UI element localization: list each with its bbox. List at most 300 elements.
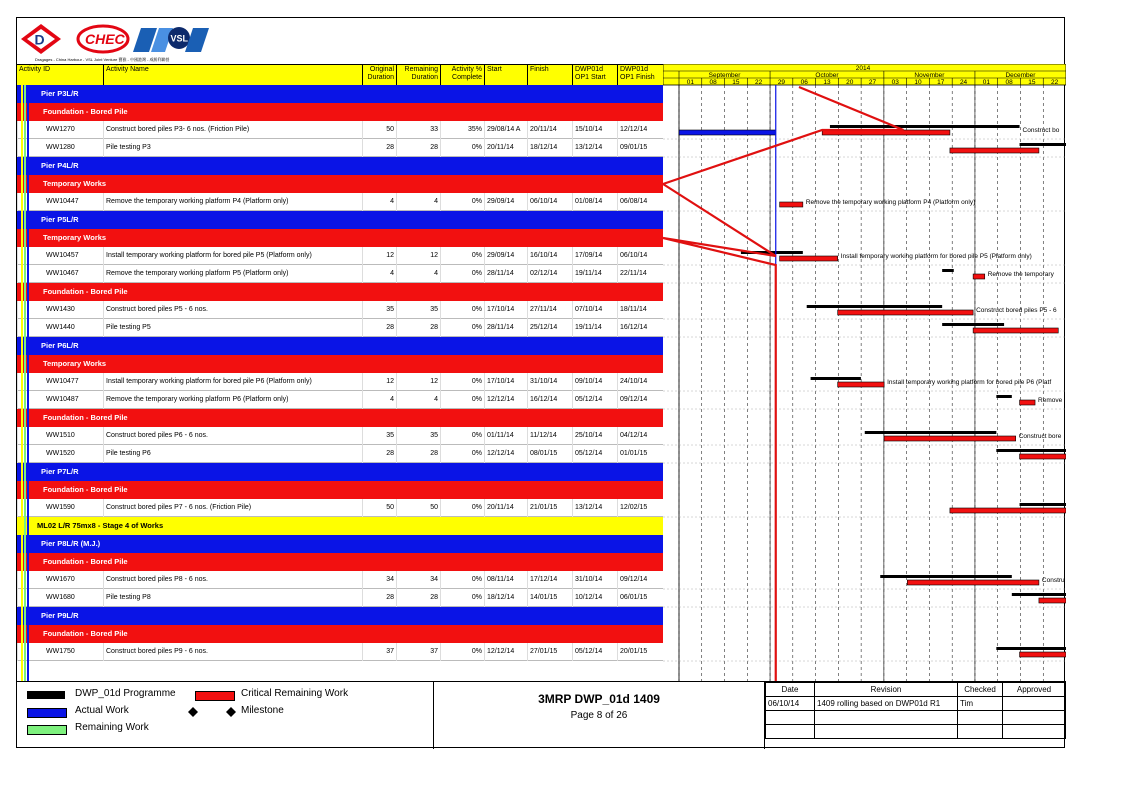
- company-logos: [19, 20, 319, 64]
- week-label: 13: [823, 79, 831, 86]
- cell-od: 4: [362, 193, 396, 211]
- col-op1-start-line1: DWP01d: [575, 66, 604, 73]
- cell-pct: 0%: [440, 499, 484, 517]
- week-label: 08: [1005, 79, 1013, 86]
- week-label: 22: [755, 79, 763, 86]
- activity-row: [17, 643, 663, 661]
- programme-bar: [1020, 143, 1066, 146]
- wbs-label: Pier P6L/R: [41, 341, 79, 350]
- gantt-chart: [663, 64, 1066, 681]
- activity-row: [17, 247, 663, 265]
- wbs-pier-header: [17, 535, 663, 553]
- critical-work-bar: [1020, 652, 1066, 657]
- bar-label: Install temporary working platform for bored pile P5 (Platform only): [840, 253, 1032, 260]
- cell-finish: 31/10/14: [527, 373, 572, 391]
- programme-bar: [830, 125, 1020, 128]
- critical-work-bar: [838, 382, 884, 387]
- cell-finish: 20/11/14: [527, 121, 572, 139]
- col-start: Start: [484, 65, 527, 85]
- programme-bar: [996, 647, 1066, 650]
- cell-rd: 37: [396, 643, 440, 661]
- cell-f1: 06/08/14: [617, 193, 663, 211]
- cell-start: 18/12/14: [484, 589, 527, 607]
- cell-rd: 28: [396, 319, 440, 337]
- rev-col-checked: Checked: [958, 683, 1003, 697]
- dragages-letter: D: [34, 31, 45, 48]
- week-label: 06: [800, 79, 808, 86]
- cell-finish: 06/10/14: [527, 193, 572, 211]
- cell-pct: 0%: [440, 193, 484, 211]
- critical-work-bar: [780, 256, 838, 261]
- week-label: 15: [1028, 79, 1036, 86]
- cell-s1: 31/10/14: [572, 571, 617, 589]
- strip-green: [24, 85, 26, 681]
- legend-programme-swatch: [27, 691, 65, 699]
- cell-finish: 02/12/14: [527, 265, 572, 283]
- schedule-sheet: [16, 17, 1065, 748]
- cell-start: 20/11/14: [484, 139, 527, 157]
- cell-f1: 09/01/15: [617, 139, 663, 157]
- vsl-logo: [133, 27, 209, 52]
- cell-finish: 11/12/14: [527, 427, 572, 445]
- week-label: 01: [686, 79, 694, 86]
- wbs-label: Temporary Works: [43, 233, 107, 242]
- vsl-text: VSL: [170, 33, 189, 44]
- cell-finish: 25/12/14: [527, 319, 572, 337]
- activity-row: [17, 265, 663, 283]
- col-op1-start: [572, 65, 617, 85]
- legend-milestone-label: Milestone: [241, 705, 284, 716]
- cell-name: Pile testing P5: [103, 319, 362, 337]
- col-activity-name: Activity Name: [103, 65, 362, 85]
- cell-rd: 28: [396, 445, 440, 463]
- week-label: 08: [709, 79, 717, 86]
- wbs-subgroup-header: [17, 283, 663, 301]
- legend: [17, 681, 434, 749]
- col-percent-complete-line1: Activity %: [451, 66, 482, 73]
- cell-name: Remove the temporary working platform P4 (Platform only): [103, 193, 362, 211]
- cell-pct: 0%: [440, 301, 484, 319]
- bar-label: Construct bored piles P5 - 6: [976, 307, 1057, 314]
- wbs-subgroup-header: [17, 625, 663, 643]
- rev-col-revision: Revision: [815, 683, 958, 697]
- rev-approved: [1003, 697, 1066, 711]
- timeline-year: 2014: [855, 65, 871, 72]
- cell-od: 12: [362, 247, 396, 265]
- revision-empty-row: [766, 725, 1066, 739]
- cell-start: 17/10/14: [484, 301, 527, 319]
- week-label: 27: [868, 79, 877, 86]
- wbs-label: Temporary Works: [43, 179, 107, 188]
- wbs-label: Temporary Works: [43, 359, 107, 368]
- col-remaining-duration: [396, 65, 440, 85]
- cell-f1: 12/12/14: [617, 121, 663, 139]
- col-percent-complete: [440, 65, 484, 85]
- rev-empty-cell: [766, 725, 815, 739]
- month-label: November: [914, 72, 945, 79]
- cell-s1: 05/12/14: [572, 643, 617, 661]
- legend-remaining-label: Remaining Work: [75, 722, 149, 733]
- col-remaining-duration-line1: Remaining: [404, 66, 438, 73]
- programme-bar: [996, 395, 1011, 398]
- wbs-label: Pier P7L/R: [41, 467, 79, 476]
- legend-critical-label: Critical Remaining Work: [241, 688, 349, 699]
- activity-row: [17, 193, 663, 211]
- col-op1-finish-line2: OP1 Finish: [620, 74, 655, 81]
- cell-rd: 12: [396, 247, 440, 265]
- cell-start: 20/11/14: [484, 499, 527, 517]
- cell-id: WW10487: [17, 391, 103, 409]
- cell-id: WW10447: [17, 193, 103, 211]
- cell-rd: 4: [396, 391, 440, 409]
- rev-empty-cell: [1003, 725, 1066, 739]
- activity-row: [17, 373, 663, 391]
- cell-start: 08/11/14: [484, 571, 527, 589]
- cell-finish: 16/12/14: [527, 391, 572, 409]
- rev-empty-cell: [766, 711, 815, 725]
- chec-logo: [78, 26, 128, 52]
- rev-empty-cell: [958, 711, 1003, 725]
- cell-s1: 01/08/14: [572, 193, 617, 211]
- cell-id: WW1520: [17, 445, 103, 463]
- cell-f1: 09/12/14: [617, 571, 663, 589]
- cell-f1: 09/12/14: [617, 391, 663, 409]
- cell-od: 28: [362, 319, 396, 337]
- cell-s1: 05/12/14: [572, 445, 617, 463]
- critical-work-bar: [950, 508, 1066, 513]
- cell-od: 34: [362, 571, 396, 589]
- cell-name: Pile testing P8: [103, 589, 362, 607]
- cell-od: 28: [362, 139, 396, 157]
- bar-label: Construct bo: [1022, 127, 1060, 134]
- programme-bar: [942, 323, 1004, 326]
- bar-label: Install temporary working platform for bored pile P6 (Platf: [887, 379, 1052, 386]
- bar-label: Construct bore: [1018, 433, 1062, 440]
- page-number: Page 8 of 26: [570, 710, 628, 721]
- cell-od: 37: [362, 643, 396, 661]
- cell-rd: 35: [396, 301, 440, 319]
- bar-label: Remove the temporary: [987, 271, 1054, 278]
- cell-finish: 14/01/15: [527, 589, 572, 607]
- cell-name: Pile testing P3: [103, 139, 362, 157]
- week-label: 03: [891, 79, 899, 86]
- logo-subtitle: Dragages - China Harbour - VSL Joint Venture 寶雅 - 中國港灣 - 威勝利聯營: [35, 57, 170, 62]
- rev-empty-cell: [1003, 711, 1066, 725]
- activity-row: [17, 427, 663, 445]
- month-label: December: [1005, 72, 1036, 79]
- cell-rd: 4: [396, 193, 440, 211]
- strip-yellow: [21, 85, 23, 681]
- legend-milestone-icon: [187, 706, 247, 718]
- column-header: [17, 64, 663, 86]
- wbs-label: Pier P5L/R: [41, 215, 79, 224]
- wbs-subgroup-header: [17, 409, 663, 427]
- wbs-subgroup-header: [17, 229, 663, 247]
- col-original-duration-line2: Duration: [367, 74, 394, 81]
- cell-start: 29/09/14: [484, 193, 527, 211]
- cell-pct: 0%: [440, 571, 484, 589]
- critical-work-bar: [884, 436, 1016, 441]
- cell-rd: 12: [396, 373, 440, 391]
- cell-start: 29/09/14: [484, 247, 527, 265]
- cell-rd: 4: [396, 265, 440, 283]
- cell-f1: 20/01/15: [617, 643, 663, 661]
- critical-work-bar: [838, 310, 973, 315]
- critical-work-bar: [973, 274, 985, 279]
- cell-start: 12/12/14: [484, 643, 527, 661]
- wbs-label: Foundation - Bored Pile: [43, 485, 128, 494]
- cell-finish: 27/01/15: [527, 643, 572, 661]
- activity-row: [17, 589, 663, 607]
- cell-pct: 0%: [440, 247, 484, 265]
- col-op1-start-line2: OP1 Start: [575, 74, 606, 81]
- wbs-subgroup-header: [17, 355, 663, 373]
- programme-bar: [880, 575, 1012, 578]
- cell-pct: 0%: [440, 589, 484, 607]
- programme-bar: [807, 305, 942, 308]
- col-activity-id: Activity ID: [19, 66, 51, 73]
- cell-id: WW1270: [17, 121, 103, 139]
- wbs-pier-header: [17, 157, 663, 175]
- wbs-subgroup-header: [17, 175, 663, 193]
- month-label: September: [708, 72, 741, 79]
- title-block: [434, 681, 765, 749]
- critical-work-bar: [973, 328, 1058, 333]
- col-original-duration-line1: Original: [369, 66, 394, 73]
- critical-work-bar: [907, 580, 1039, 585]
- cell-id: WW10457: [17, 247, 103, 265]
- cell-name: Remove the temporary working platform P5 (Platform only): [103, 265, 362, 283]
- wbs-label: Foundation - Bored Pile: [43, 287, 128, 296]
- rev-col-approved: Approved: [1003, 683, 1066, 697]
- cell-rd: 28: [396, 139, 440, 157]
- critical-work-bar: [780, 202, 803, 207]
- week-label: 22: [1051, 79, 1059, 86]
- cell-start: 28/11/14: [484, 265, 527, 283]
- activity-row: [17, 139, 663, 157]
- cell-start: 12/12/14: [484, 445, 527, 463]
- cell-od: 35: [362, 301, 396, 319]
- cell-name: Construct bored piles P9 - 6 nos.: [103, 643, 362, 661]
- activity-row: [17, 391, 663, 409]
- wbs-pier-header: [17, 211, 663, 229]
- cell-od: 35: [362, 427, 396, 445]
- col-remaining-duration-line2: Duration: [411, 74, 438, 81]
- wbs-label: Foundation - Bored Pile: [43, 557, 128, 566]
- cell-pct: 0%: [440, 427, 484, 445]
- cell-name: Construct bored piles P8 - 6 nos.: [103, 571, 362, 589]
- cell-pct: 0%: [440, 643, 484, 661]
- cell-id: WW10477: [17, 373, 103, 391]
- legend-remaining-swatch: [27, 725, 67, 735]
- critical-work-bar: [1020, 454, 1066, 459]
- cell-finish: 18/12/14: [527, 139, 572, 157]
- cell-rd: 50: [396, 499, 440, 517]
- cell-pct: 0%: [440, 445, 484, 463]
- legend-programme-label: DWP_01d Programme: [75, 688, 176, 699]
- col-op1-finish-line1: DWP01d: [620, 66, 649, 73]
- cell-start: 01/11/14: [484, 427, 527, 445]
- cell-pct: 0%: [440, 391, 484, 409]
- cell-finish: 17/12/14: [527, 571, 572, 589]
- cell-s1: 15/10/14: [572, 121, 617, 139]
- cell-s1: 17/09/14: [572, 247, 617, 265]
- cell-finish: 27/11/14: [527, 301, 572, 319]
- wbs-subgroup-header: [17, 553, 663, 571]
- cell-rd: 34: [396, 571, 440, 589]
- cell-s1: 19/11/14: [572, 319, 617, 337]
- activity-row: [17, 301, 663, 319]
- activity-row: [17, 445, 663, 463]
- activity-row: [17, 121, 663, 139]
- cell-pct: 0%: [440, 139, 484, 157]
- cell-f1: 01/01/15: [617, 445, 663, 463]
- cell-name: Remove the temporary working platform P6 (Platform only): [103, 391, 362, 409]
- week-label: 01: [982, 79, 990, 86]
- revision-row: [766, 697, 1066, 711]
- cell-f1: 18/11/14: [617, 301, 663, 319]
- cell-od: 28: [362, 589, 396, 607]
- col-percent-complete-line2: Complete: [452, 74, 482, 81]
- col-op1-finish: [617, 65, 663, 85]
- cell-s1: 09/10/14: [572, 373, 617, 391]
- wbs-subgroup-header: [17, 481, 663, 499]
- week-label: 24: [959, 79, 968, 86]
- cell-finish: 08/01/15: [527, 445, 572, 463]
- programme-bar: [1020, 503, 1066, 506]
- actual-work-bar: [679, 130, 776, 135]
- cell-f1: 22/11/14: [617, 265, 663, 283]
- cell-od: 4: [362, 265, 396, 283]
- cell-name: Install temporary working platform for bored pile P6 (Platform only): [103, 373, 362, 391]
- cell-id: WW1510: [17, 427, 103, 445]
- wbs-pier-header: [17, 85, 663, 103]
- cell-pct: 0%: [440, 265, 484, 283]
- cell-id: WW10467: [17, 265, 103, 283]
- rev-empty-cell: [815, 725, 958, 739]
- cell-od: 50: [362, 499, 396, 517]
- cell-id: WW1590: [17, 499, 103, 517]
- cell-od: 50: [362, 121, 396, 139]
- bar-label: Remove the temporary working platform P4 (Platform only): [805, 199, 976, 206]
- cell-od: 12: [362, 373, 396, 391]
- rev-col-date: Date: [766, 683, 815, 697]
- cell-id: WW1670: [17, 571, 103, 589]
- cell-start: 29/08/14 A: [484, 121, 527, 139]
- week-label: 10: [914, 79, 922, 86]
- programme-bar: [865, 431, 997, 434]
- cell-name: Construct bored piles P7 - 6 nos. (Friction Pile): [103, 499, 362, 517]
- critical-work-bar: [950, 148, 1039, 153]
- wbs-pier-header: [17, 463, 663, 481]
- wbs-subgroup-header: [17, 103, 663, 121]
- wbs-pier-header: [17, 337, 663, 355]
- cell-f1: 04/12/14: [617, 427, 663, 445]
- wbs-level-strip: [17, 85, 29, 681]
- wbs-label: Pier P3L/R: [41, 89, 79, 98]
- wbs-pier-header: [17, 607, 663, 625]
- cell-f1: 16/12/14: [617, 319, 663, 337]
- week-label: 29: [777, 79, 786, 86]
- cell-f1: 12/02/15: [617, 499, 663, 517]
- programme-bar: [811, 377, 861, 380]
- wbs-label: Foundation - Bored Pile: [43, 107, 128, 116]
- cell-start: 28/11/14: [484, 319, 527, 337]
- cell-s1: 25/10/14: [572, 427, 617, 445]
- col-finish: Finish: [527, 65, 572, 85]
- activity-row: [17, 499, 663, 517]
- cell-pct: 35%: [440, 121, 484, 139]
- cell-id: WW1430: [17, 301, 103, 319]
- wbs-label: Pier P9L/R: [41, 611, 79, 620]
- cell-s1: 10/12/14: [572, 589, 617, 607]
- revision-table: [765, 681, 1066, 749]
- cell-name: Construct bored piles P6 - 6 nos.: [103, 427, 362, 445]
- cell-id: WW1680: [17, 589, 103, 607]
- bar-label: Remove: [1038, 397, 1063, 404]
- wbs-label: ML02 L/R 75mx8 - Stage 4 of Works: [37, 521, 164, 530]
- cell-id: WW1750: [17, 643, 103, 661]
- cell-finish: 16/10/14: [527, 247, 572, 265]
- programme-bar: [942, 269, 954, 272]
- programme-bar: [996, 449, 1066, 452]
- cell-name: Construct bored piles P3- 6 nos. (Friction Pile): [103, 121, 362, 139]
- cell-pct: 0%: [440, 319, 484, 337]
- rev-description: 1409 rolling based on DWP01d R1: [815, 697, 958, 711]
- col-original-duration: [362, 65, 396, 85]
- cell-s1: 07/10/14: [572, 301, 617, 319]
- week-label: 15: [732, 79, 740, 86]
- wbs-label: Pier P8L/R (M.J.): [41, 539, 101, 548]
- cell-start: 12/12/14: [484, 391, 527, 409]
- cell-name: Pile testing P6: [103, 445, 362, 463]
- cell-rd: 35: [396, 427, 440, 445]
- document-title: 3MRP DWP_01d 1409: [538, 692, 660, 706]
- cell-name: Install temporary working platform for bored pile P5 (Platform only): [103, 247, 362, 265]
- cell-f1: 06/10/14: [617, 247, 663, 265]
- cell-s1: 19/11/14: [572, 265, 617, 283]
- cell-s1: 13/12/14: [572, 139, 617, 157]
- dragages-logo: [21, 24, 61, 54]
- wbs-label: Foundation - Bored Pile: [43, 629, 128, 638]
- rev-date: 06/10/14: [766, 697, 815, 711]
- cell-s1: 05/12/14: [572, 391, 617, 409]
- activity-row: [17, 319, 663, 337]
- activity-row: [17, 571, 663, 589]
- week-label: 17: [937, 79, 945, 86]
- cell-f1: 24/10/14: [617, 373, 663, 391]
- revision-header-row: [766, 683, 1066, 697]
- rev-empty-cell: [815, 711, 958, 725]
- cell-s1: 13/12/14: [572, 499, 617, 517]
- cell-od: 28: [362, 445, 396, 463]
- critical-work-bar: [1020, 400, 1035, 405]
- chec-text: CHEC: [85, 31, 125, 47]
- legend-critical-swatch: [195, 691, 235, 701]
- bar-label: Constru: [1041, 577, 1065, 584]
- cell-start: 17/10/14: [484, 373, 527, 391]
- cell-rd: 28: [396, 589, 440, 607]
- cell-od: 4: [362, 391, 396, 409]
- wbs-stage-header: [17, 517, 663, 535]
- cell-id: WW1280: [17, 139, 103, 157]
- cell-rd: 33: [396, 121, 440, 139]
- rev-empty-cell: [958, 725, 1003, 739]
- revision-empty-row: [766, 711, 1066, 725]
- week-label: 20: [846, 79, 854, 86]
- wbs-label: Pier P4L/R: [41, 161, 79, 170]
- legend-actual-label: Actual Work: [75, 705, 129, 716]
